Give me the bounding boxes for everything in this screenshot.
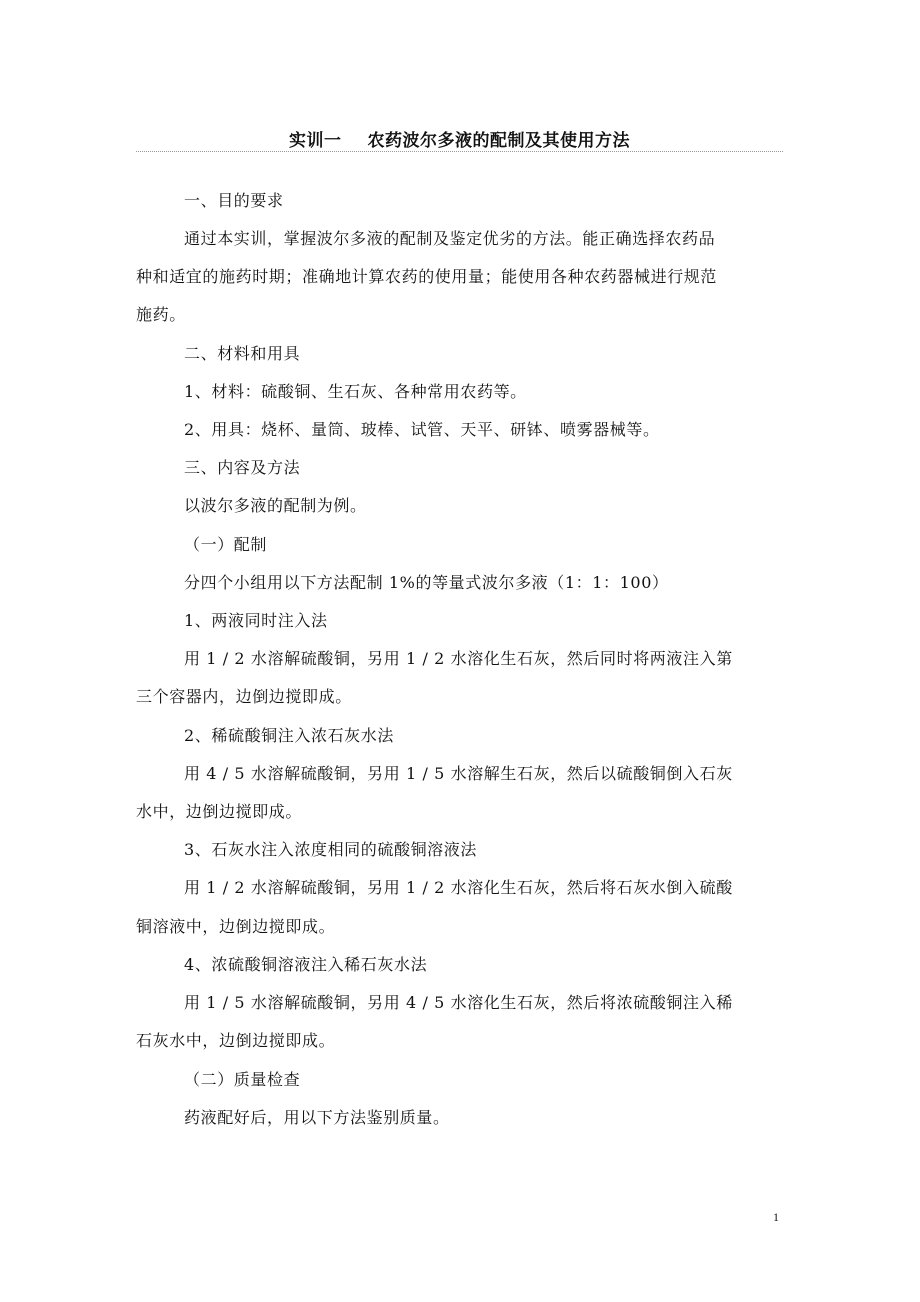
- paragraph-line: 用 4 / 5 水溶解硫酸铜，另用 1 / 5 水溶解生石灰，然后以硫酸铜倒入石灰: [184, 764, 733, 783]
- paragraph-line: 以波尔多液的配制为例。: [184, 496, 367, 515]
- title-section-number: 实训一: [289, 131, 342, 151]
- header-divider: [136, 151, 783, 152]
- paragraph-line: 铜溶液中，边倒边搅即成。: [136, 917, 336, 936]
- paragraph-line: 2、稀硫酸铜注入浓石灰水法: [184, 726, 394, 745]
- paragraph-line: 用 1 / 2 水溶解硫酸铜，另用 1 / 2 水溶化生石灰，然后同时将两液注入第: [184, 649, 733, 668]
- paragraph-line: 用 1 / 5 水溶解硫酸铜，另用 4 / 5 水溶化生石灰，然后将浓硫酸铜注入稀: [184, 993, 733, 1012]
- paragraph-line: 施药。: [136, 305, 186, 324]
- paragraph-line: 水中，边倒边搅即成。: [136, 802, 303, 821]
- paragraph-line: 三、内容及方法: [184, 458, 301, 477]
- paragraph-line: 1、两液同时注入法: [184, 611, 328, 630]
- paragraph-line: 用 1 / 2 水溶解硫酸铜，另用 1 / 2 水溶化生石灰，然后将石灰水倒入硫酸: [184, 878, 733, 897]
- paragraph-line: 种和适宜的施药时期；准确地计算农药的使用量；能使用各种农药器械进行规范: [136, 267, 718, 286]
- paragraph-line: 1、材料：硫酸铜、生石灰、各种常用农药等。: [184, 382, 527, 401]
- paragraph-line: 2、用具：烧杯、量筒、玻棒、试管、天平、研钵、喷雾器械等。: [184, 420, 660, 439]
- title-subject: 农药波尔多液的配制及其使用方法: [367, 131, 630, 151]
- paragraph-line: （二）质量检查: [184, 1070, 301, 1089]
- paragraph-line: 三个容器内，边倒边搅即成。: [136, 687, 352, 706]
- page-number: 1: [773, 1210, 779, 1224]
- page-title: [136, 126, 783, 151]
- paragraph-line: 一、目的要求: [184, 191, 284, 210]
- paragraph-line: 药液配好后，用以下方法鉴别质量。: [184, 1108, 450, 1127]
- paragraph-line: 石灰水中，边倒边搅即成。: [136, 1031, 336, 1050]
- paragraph-line: （一）配制: [184, 535, 268, 554]
- paragraph-line: 通过本实训，掌握波尔多液的配制及鉴定优劣的方法。能正确选择农药品: [184, 229, 716, 248]
- paragraph-line: 3、石灰水注入浓度相同的硫酸铜溶液法: [184, 840, 477, 859]
- paragraph-line: 分四个小组用以下方法配制 1%的等量式波尔多液（1：1：100）: [184, 573, 669, 592]
- paragraph-line: 二、材料和用具: [184, 344, 301, 363]
- paragraph-line: 4、浓硫酸铜溶液注入稀石灰水法: [184, 955, 428, 974]
